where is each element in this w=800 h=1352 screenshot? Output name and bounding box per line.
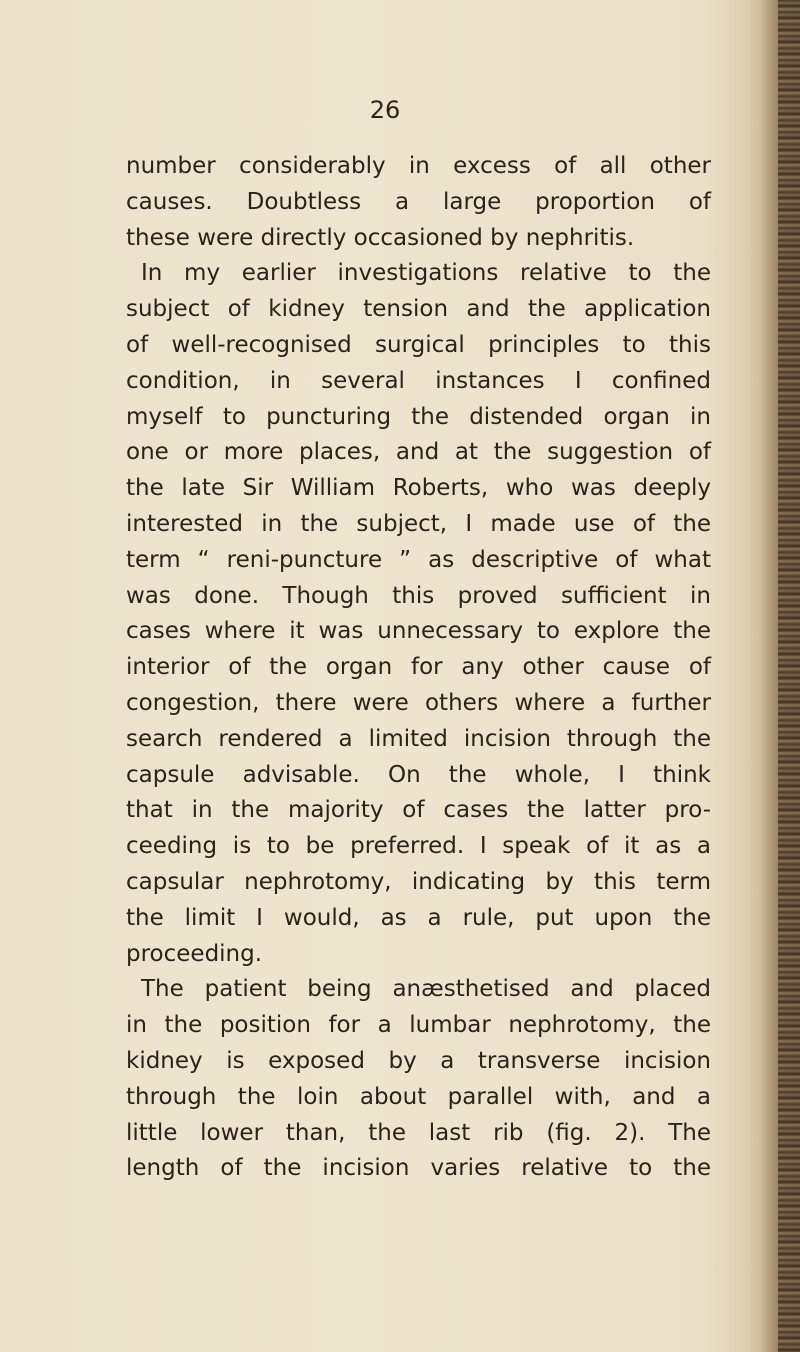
text-line: causes. Doubtless a large proportion of <box>126 188 711 215</box>
text-line: capsular nephrotomy, indicating by this term <box>126 868 711 895</box>
body-text <box>126 149 711 1187</box>
text-line: The patient being anæsthetised and placed <box>141 976 711 1003</box>
text-line: proceeding. <box>126 940 263 967</box>
text-line: length of the incision varies relative to the <box>126 1155 711 1182</box>
text-line: capsule advisable. On the whole, I think <box>126 761 711 788</box>
text-line: search rendered a limited incision through the <box>126 725 711 752</box>
text-line: interior of the organ for any other cause of <box>126 654 711 681</box>
page-number: 26 <box>369 96 401 124</box>
text-line: ceeding is to be preferred. I speak of it as a <box>126 833 711 860</box>
text-line: of well-recognised surgical principles to this <box>126 331 711 358</box>
text-line: interested in the subject, I made use of the <box>126 510 711 537</box>
text-line: kidney is exposed by a transverse incision <box>126 1047 711 1074</box>
text-line: little lower than, the last rib (fig. 2). The <box>126 1119 711 1146</box>
page-binding-edge <box>778 0 800 1352</box>
text-line: in the position for a lumbar nephrotomy, the <box>126 1012 711 1039</box>
text-line: myself to puncturing the distended organ in <box>126 403 711 430</box>
binding-shadow <box>748 0 778 1352</box>
text-line: term “ reni-puncture ” as descriptive of what <box>126 546 711 573</box>
text-line: In my earlier investigations relative to the <box>141 260 711 287</box>
text-line: one or more places, and at the suggestion of <box>126 439 711 466</box>
text-line: subject of kidney tension and the application <box>126 296 711 323</box>
text-line: was done. Though this proved sufficient in <box>126 582 711 609</box>
text-line: that in the majority of cases the latter pro- <box>126 797 711 824</box>
text-line: number considerably in excess of all other <box>126 153 711 179</box>
text-line: these were directly occasioned by nephritis. <box>126 224 635 251</box>
text-line: the late Sir William Roberts, who was deeply <box>126 475 711 502</box>
text-line: congestion, there were others where a further <box>126 689 711 716</box>
text-line: the limit I would, as a rule, put upon the <box>126 904 711 931</box>
text-line: cases where it was unnecessary to explore the <box>126 618 711 645</box>
text-line: condition, in several instances I confined <box>126 367 711 394</box>
text-line: through the loin about parallel with, and a <box>126 1083 711 1110</box>
